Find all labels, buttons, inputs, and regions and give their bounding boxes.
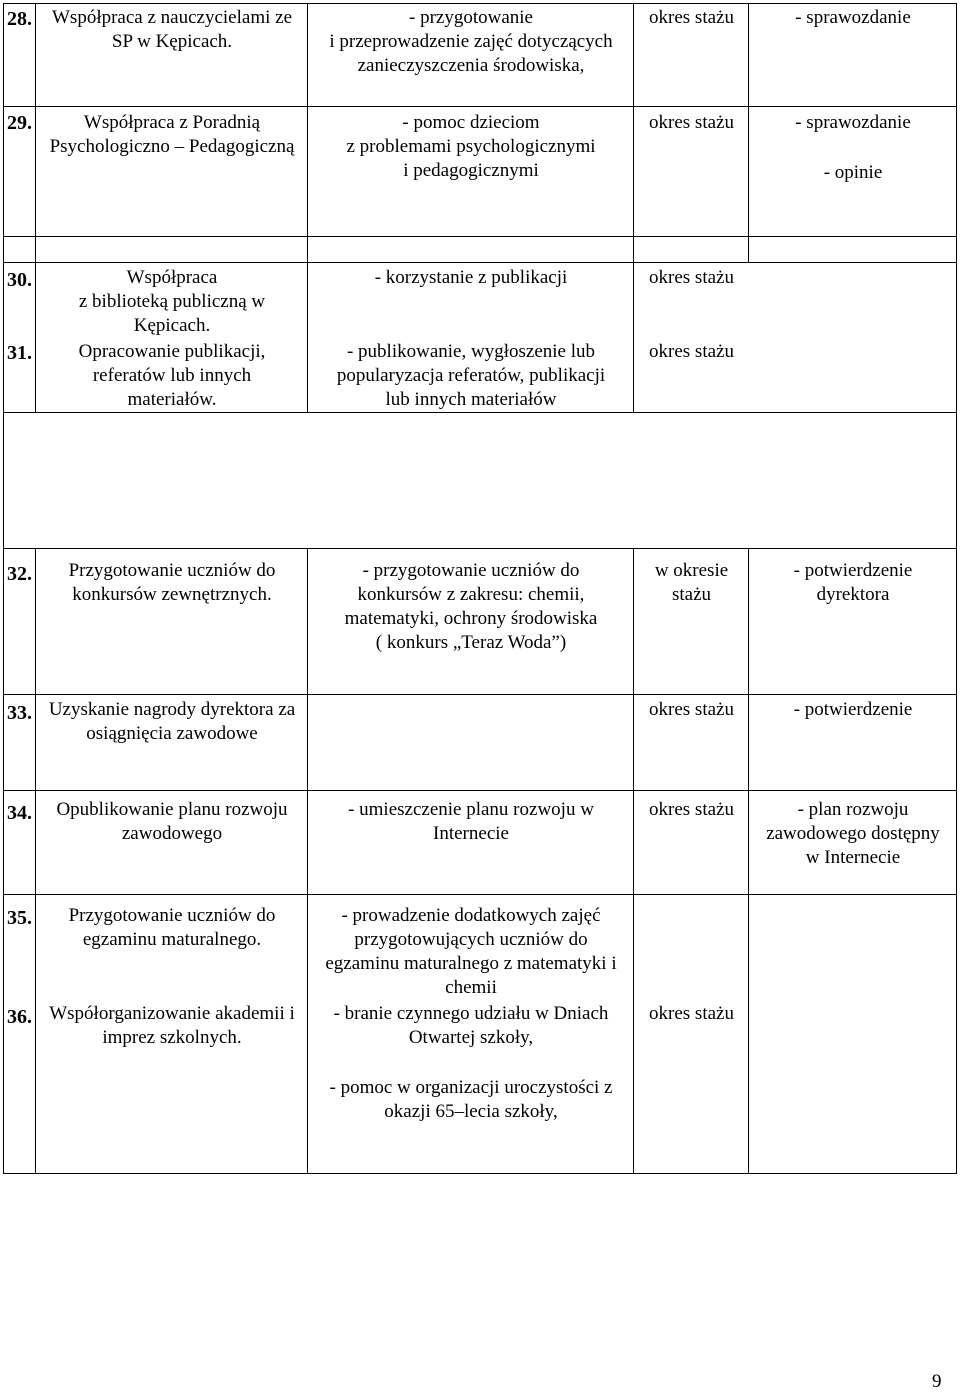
row-divider: [3, 236, 957, 237]
table-border: [956, 3, 957, 1174]
term-cell: okres stażu: [649, 799, 734, 820]
row-number: 29.: [7, 112, 32, 134]
activity-cell: Przygotowanie uczniów do konkursów zewnętrznych.: [68, 560, 276, 605]
term-cell: okres stażu: [649, 267, 734, 288]
row-divider: [3, 548, 957, 549]
row-divider: [3, 694, 957, 695]
table-border: [3, 1173, 957, 1174]
row-number: 31.: [7, 342, 32, 364]
row-divider: [3, 262, 957, 263]
term-cell: okres stażu: [649, 699, 734, 720]
term-cell: okres stażu: [649, 7, 734, 28]
activity-cell: Współpraca z biblioteką publiczną w Kępicach.: [78, 267, 266, 336]
row-number: 35.: [7, 907, 32, 929]
row-number: 28.: [7, 8, 32, 30]
row-number: 33.: [7, 702, 32, 724]
row-divider: [3, 790, 957, 791]
column-divider: [307, 3, 308, 413]
column-divider: [748, 548, 749, 1174]
row-number: 30.: [7, 269, 32, 291]
activity-cell: Opublikowanie planu rozwoju zawodowego: [56, 799, 288, 844]
row-divider: [3, 412, 957, 413]
activity-cell: Opracowanie publikacji, referatów lub innych materiałów.: [78, 341, 266, 410]
method-cell: - umieszczenie planu rozwoju w Internecie: [348, 799, 594, 844]
row-divider: [3, 894, 957, 895]
method-cell: - pomoc dzieciom z problemami psychologicznymi i pedagogicznymi: [346, 112, 596, 181]
term-cell: okres stażu: [649, 1003, 734, 1024]
evidence-cell: - potwierdzenie dyrektora: [793, 560, 913, 605]
column-divider: [748, 3, 749, 263]
activity-cell: Przygotowanie uczniów do egzaminu maturalnego.: [68, 905, 276, 950]
table-border: [3, 3, 4, 1174]
activity-cell: Uzyskanie nagrody dyrektora za osiągnięcia zawodowe: [48, 699, 296, 744]
page-number: 9: [932, 1371, 942, 1392]
row-number: 34.: [7, 802, 32, 824]
activity-cell: Współorganizowanie akademii i imprez szkolnych.: [49, 1003, 295, 1048]
method-cell: - prowadzenie dodatkowych zajęć przygotowujących uczniów do egzaminu maturalnego z matematyki i chemii: [325, 905, 617, 998]
evidence-cell: - sprawozdanie: [795, 112, 911, 133]
method-cell: - branie czynnego udziału w Dniach Otwartej szkoły,: [333, 1003, 609, 1048]
method-cell: - pomoc w organizacji uroczystości z okazji 65–lecia szkoły,: [329, 1077, 613, 1122]
activity-cell: Współpraca z nauczycielami ze SP w Kępicach.: [52, 7, 292, 52]
activity-cell: Współpraca z Poradnią Psychologiczno – Pedagogiczną: [49, 112, 295, 157]
evidence-cell: - potwierdzenie: [793, 699, 913, 720]
method-cell: - przygotowanie uczniów do konkursów z zakresu: chemii, matematyki, ochrony środowiska ( konkurs „Teraz Woda”): [344, 560, 598, 653]
evidence-cell: - opinie: [823, 162, 883, 183]
row-divider: [3, 106, 957, 107]
term-cell: w okresie stażu: [654, 560, 729, 605]
column-divider: [35, 3, 36, 413]
method-cell: - publikowanie, wygłoszenie lub popularyzacja referatów, publikacji lub innych materiałów: [336, 341, 606, 410]
row-number: 36.: [7, 1006, 32, 1028]
evidence-cell: - plan rozwoju zawodowego dostępny w Internecie: [766, 799, 940, 868]
method-cell: - przygotowanie i przeprowadzenie zajęć dotyczących zanieczyszczenia środowiska,: [329, 7, 613, 76]
term-cell: okres stażu: [649, 341, 734, 362]
column-divider: [35, 548, 36, 1174]
table-border: [3, 3, 957, 4]
row-number: 32.: [7, 563, 32, 585]
term-cell: okres stażu: [649, 112, 734, 133]
evidence-cell: - sprawozdanie: [795, 7, 911, 28]
method-cell: - korzystanie z publikacji: [374, 267, 568, 288]
column-divider: [633, 3, 634, 413]
